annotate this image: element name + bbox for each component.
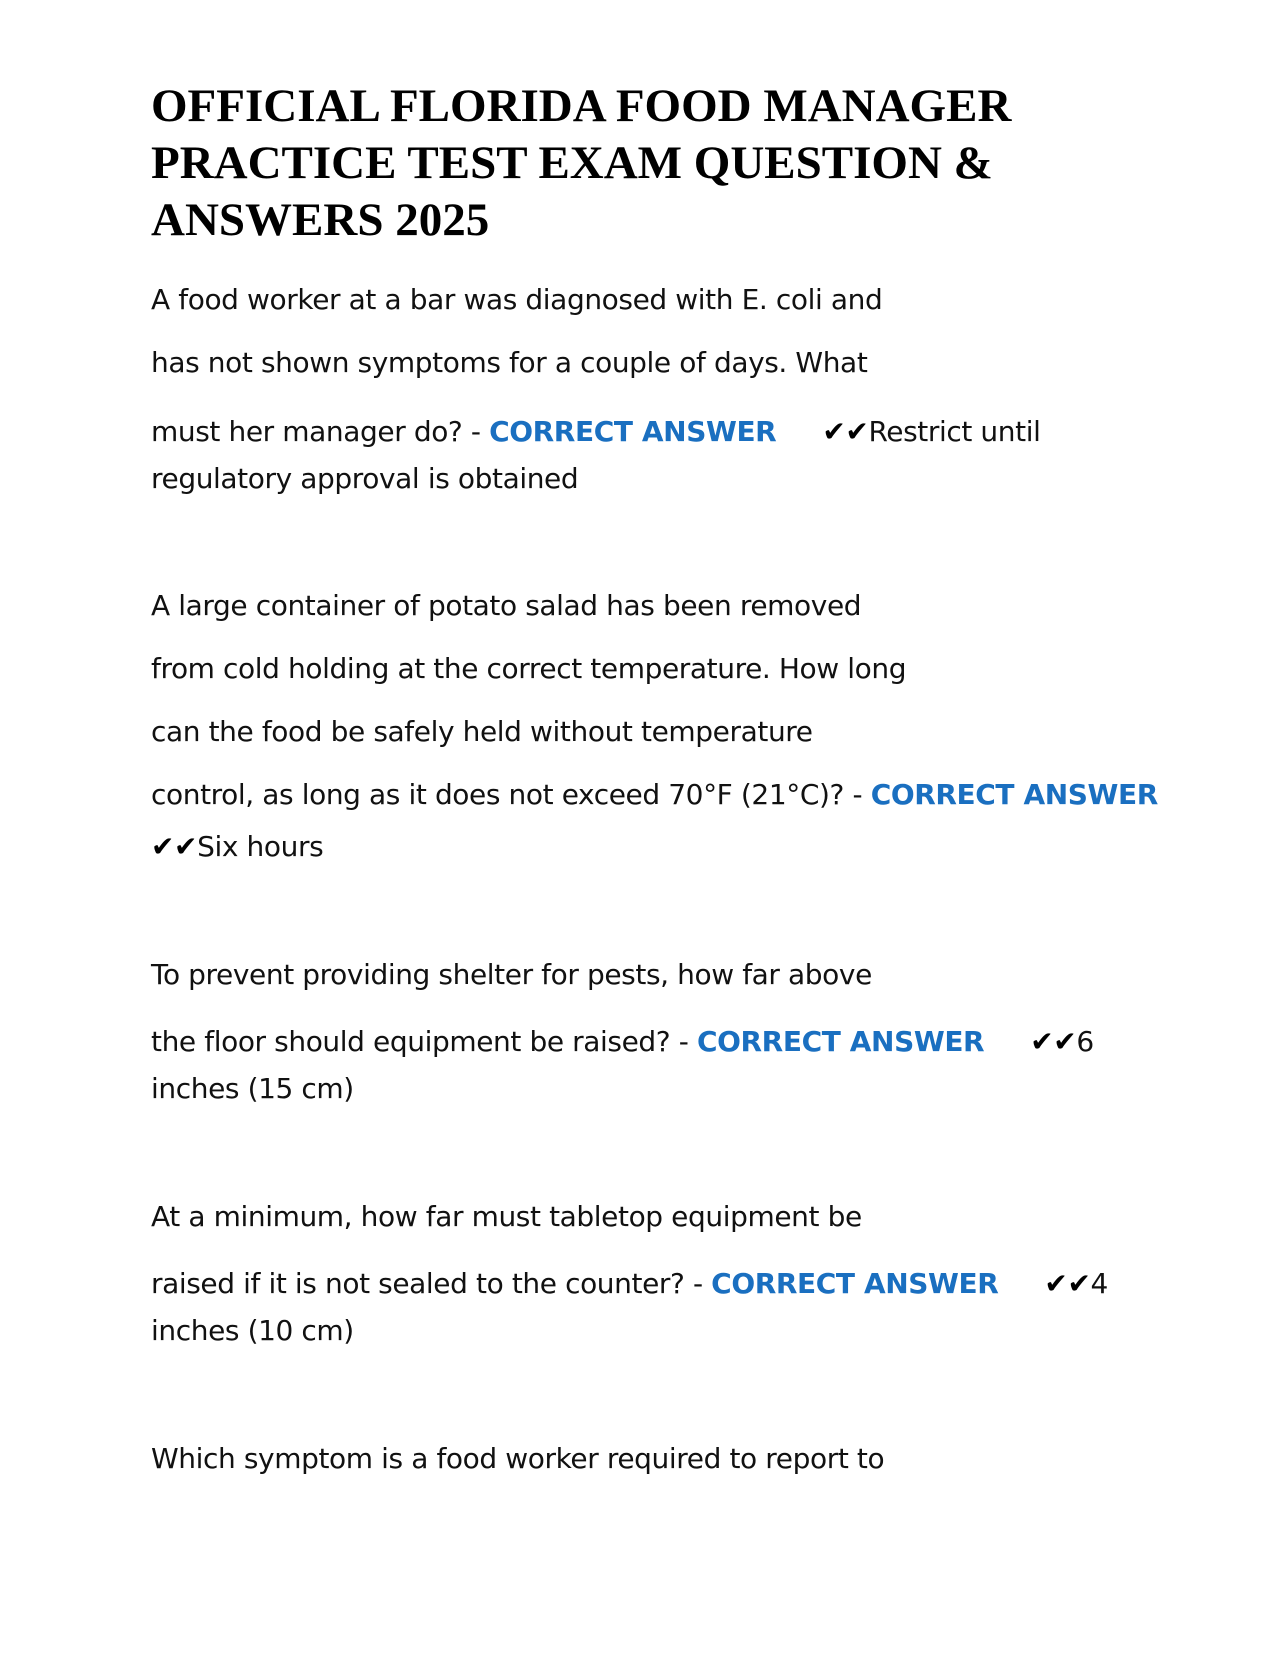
question-3-text-end: the floor should equipment be raised? -	[151, 1025, 697, 1058]
question-4-line-1: At a minimum, how far must tabletop equipment be	[151, 1200, 862, 1233]
question-3-answer-start: 6	[1076, 1025, 1094, 1058]
double-check-icon: ✔✔	[1044, 1267, 1091, 1300]
question-3-answer-rest: inches (15 cm)	[151, 1072, 354, 1105]
double-check-icon: ✔✔	[151, 830, 198, 863]
question-1-line-1: A food worker at a bar was diagnosed with E. coli and	[151, 283, 883, 316]
question-1-line-2: has not shown symptoms for a couple of days. What	[151, 346, 868, 379]
question-2-answer	[151, 827, 323, 867]
question-1-text-end: must her manager do? -	[151, 415, 490, 448]
question-2-line-4	[151, 775, 1158, 815]
question-3-line-1: To prevent providing shelter for pests, how far above	[151, 958, 872, 991]
double-check-icon: ✔✔	[1030, 1025, 1077, 1058]
question-2-text-end: control, as long as it does not exceed 70°F (21°C)? -	[151, 778, 871, 811]
double-check-icon: ✔✔	[822, 415, 869, 448]
question-4-line-2	[151, 1264, 1108, 1304]
question-1-line-3	[151, 412, 1040, 452]
correct-answer-label: CORRECT ANSWER	[711, 1267, 999, 1300]
question-5-line-1: Which symptom is a food worker required to report to	[151, 1442, 885, 1475]
correct-answer-label: CORRECT ANSWER	[696, 1025, 985, 1058]
question-2-line-3: can the food be safely held without temperature	[151, 715, 813, 748]
correct-answer-label: CORRECT ANSWER	[489, 415, 777, 448]
question-1-answer-start: Restrict until	[868, 415, 1041, 448]
question-4-text-end: raised if it is not sealed to the counter? -	[151, 1267, 712, 1300]
question-4-answer-rest: inches (10 cm)	[151, 1314, 354, 1347]
correct-answer-label: CORRECT ANSWER	[870, 778, 1158, 811]
question-2-line-2: from cold holding at the correct temperature. How long	[151, 652, 907, 685]
question-1-answer-rest: regulatory approval is obtained	[151, 462, 579, 495]
question-2-answer-text: Six hours	[197, 830, 324, 863]
question-4-answer-start: 4	[1090, 1267, 1108, 1300]
document-title: OFFICIAL FLORIDA FOOD MANAGER PRACTICE TEST EXAM QUESTION & ANSWERS 2025	[151, 80, 1012, 246]
question-2-line-1: A large container of potato salad has been removed	[151, 589, 862, 622]
question-3-line-2	[151, 1022, 1094, 1062]
